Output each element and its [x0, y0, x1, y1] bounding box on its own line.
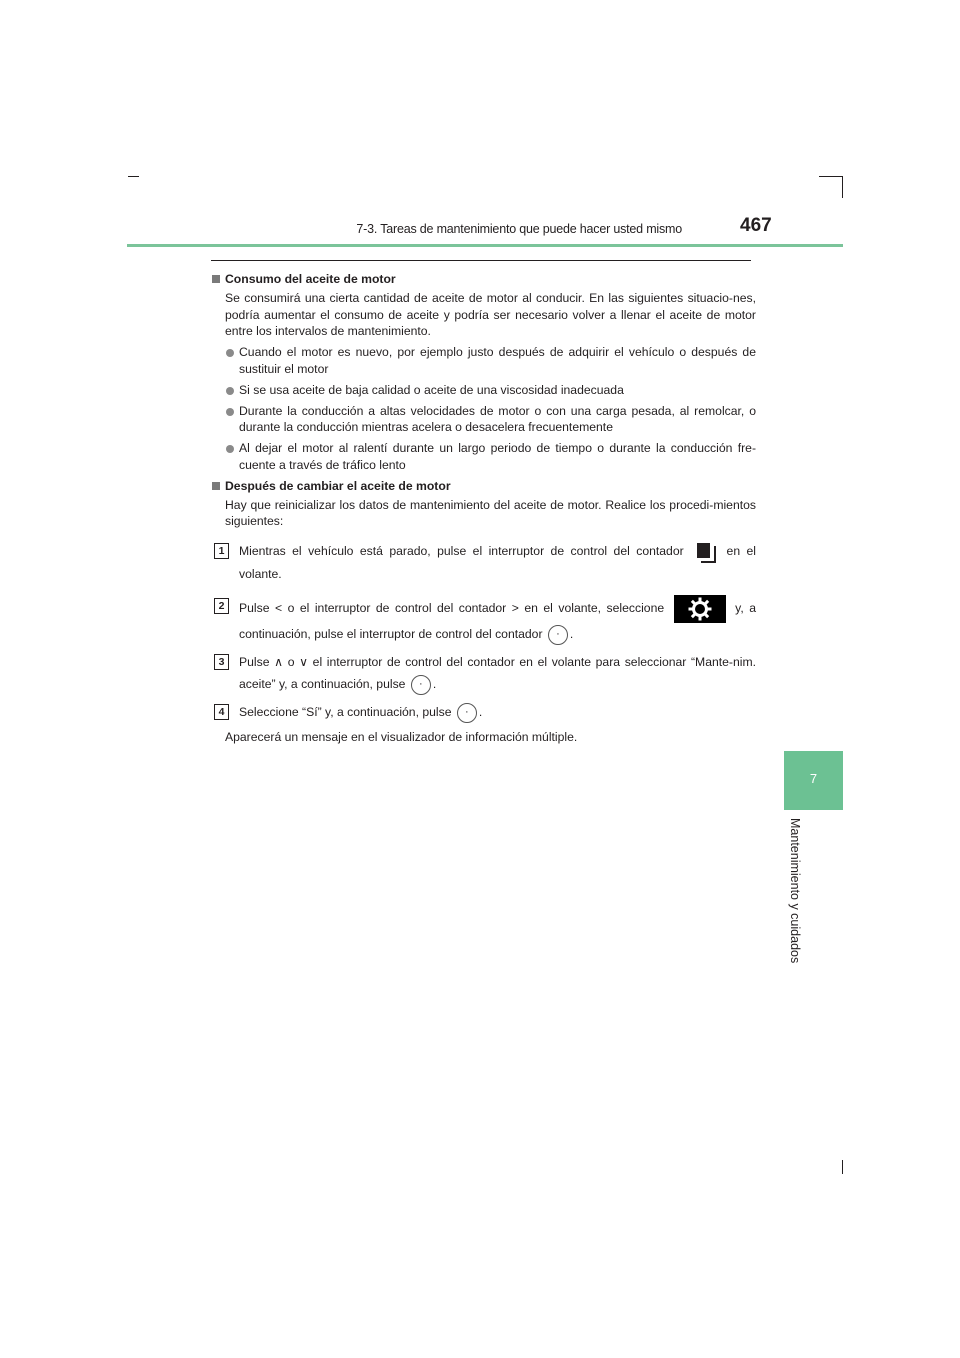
page-number: 467	[740, 215, 772, 236]
crop-mark	[842, 176, 843, 198]
header-rule	[127, 244, 843, 247]
bullet-dot-icon	[226, 387, 234, 395]
crop-mark	[819, 176, 843, 177]
bullet-dot-icon	[226, 445, 234, 453]
chapter-number: 7	[809, 771, 818, 786]
ok-button-icon: ·	[548, 625, 568, 645]
crop-mark	[842, 1160, 843, 1174]
square-bullet-icon	[212, 275, 220, 283]
step-item: 1 Mientras el vehículo está parado, pulse el interruptor de control del contador en el volante.	[211, 540, 756, 585]
step-number: 3	[214, 654, 229, 670]
chapter-tab	[784, 751, 843, 810]
closing-note: Aparecerá un mensaje en el visualizador de información múltiple.	[225, 729, 578, 744]
display-pages-icon	[694, 541, 716, 563]
list-item: Al dejar el motor al ralentí durante un largo periodo de tiempo o durante la conducción fre-cuente a través de tráfico lento	[211, 440, 756, 474]
step-number: 4	[214, 704, 229, 720]
step-item: 3 Pulse ∧ o ∨ el interruptor de control del contador en el volante para seleccionar “Mante-nim. aceite” y, a continuación, pulse · .	[211, 651, 756, 695]
section-intro: Hay que reinicializar los datos de mantenimiento del aceite de motor. Realice los procedi-mientos siguientes:	[225, 497, 756, 529]
step-number: 1	[214, 543, 229, 559]
step-item: 4 Seleccione “Sí” y, a continuación, pulse · .	[211, 701, 756, 723]
chapter-title-vertical	[788, 818, 802, 978]
chapter-title: Mantenimiento y cuidados	[788, 818, 802, 964]
ok-button-icon: ·	[411, 675, 431, 695]
step-item: 2 Pulse < o el interruptor de control del contador > en el volante, seleccione y, a continuación, pulse el interruptor de control del contador · .	[211, 595, 756, 645]
list-item: Cuando el motor es nuevo, por ejemplo justo después de adquirir el vehículo o después de sustituir el motor	[211, 344, 756, 378]
content-rule	[211, 260, 751, 261]
page-content	[211, 268, 756, 746]
square-bullet-icon	[212, 482, 220, 490]
ok-button-icon: ·	[457, 703, 477, 723]
list-item: Si se usa aceite de baja calidad o aceite de una viscosidad inadecuada	[211, 382, 756, 399]
section-heading: Consumo del aceite de motor	[211, 271, 756, 288]
section-intro: Se consumirá una cierta cantidad de aceite de motor al conducir. En las siguientes situacio-nes, podría aumentar el consumo de aceite y podría ser necesario volver a llenar el aceite de motor entre los intervalos de mantenimiento.	[225, 290, 756, 339]
step-number: 2	[214, 598, 229, 614]
settings-gear-icon	[674, 595, 726, 623]
bullet-dot-icon	[226, 349, 234, 357]
crop-mark	[128, 176, 139, 177]
list-item: Durante la conducción a altas velocidades de motor o con una carga pesada, al remolcar, o durante la conducción mientras acelera o desacelera frecuentemente	[211, 403, 756, 437]
bullet-dot-icon	[226, 408, 234, 416]
section-title: 7-3. Tareas de mantenimiento que puede hacer usted mismo	[356, 222, 682, 236]
section-heading: Después de cambiar el aceite de motor	[211, 478, 756, 495]
